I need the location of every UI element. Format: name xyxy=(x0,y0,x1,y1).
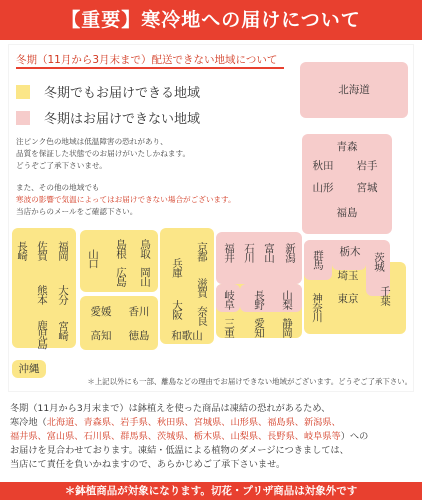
pref-label: 高知 xyxy=(90,330,112,342)
legend-label: 冬期でもお届けできる地域 xyxy=(44,86,201,101)
weather-note xyxy=(16,182,236,218)
pref-label: 熊本 xyxy=(36,284,48,304)
pref-label: 東京 xyxy=(337,293,359,305)
notice-prefecture-list: 北海道、青森県、岩手県、秋田県、宮城県、山形県、福島県、新潟県、 xyxy=(46,417,341,428)
pink-area-note xyxy=(16,136,190,172)
map-footnote: ＊上記以外にも一部、離島などの理由でお届けできない地域がございます。どうぞご了承下さい。 xyxy=(87,377,412,386)
note-line: 品質を保証した状態でのお届けがいたしかねます。 xyxy=(16,149,191,158)
pref-label: 香川 xyxy=(128,306,150,318)
pref-label: 宮崎 xyxy=(57,320,69,340)
pref-label: 福島 xyxy=(336,207,358,219)
page-title: 【重要】寒冷地への届けについて xyxy=(0,0,422,40)
pref-label: 長野 xyxy=(253,289,265,309)
legend-swatch-yellow xyxy=(16,85,30,99)
pref-label: 群馬 xyxy=(312,249,324,269)
subtitle-divider xyxy=(16,67,284,69)
legend-label: 冬期はお届けできない地域 xyxy=(44,112,201,127)
legend-item-undeliverable xyxy=(16,108,200,127)
pref-label: 秋田 xyxy=(312,160,334,172)
pref-label: 滋賀 xyxy=(196,277,208,297)
pref-label: 京都 xyxy=(196,241,208,261)
pref-label: 茨城 xyxy=(373,251,385,271)
pref-label: 愛知 xyxy=(253,317,265,337)
pref-label: 佐賀 xyxy=(36,240,48,260)
pref-label: 兵庫 xyxy=(171,257,183,277)
pref-label: 沖縄 xyxy=(18,362,40,375)
note-line: 注ピンク色の地域は低温障害の恐れがあり、 xyxy=(16,137,168,146)
notice-line: お届けを見合わせております。凍結・低温による植物のダメージにつきましては、 xyxy=(10,445,349,456)
pref-label: 愛媛 xyxy=(90,306,112,318)
note-line: どうぞご了承下さいませ。 xyxy=(16,161,107,170)
pref-label: 栃木 xyxy=(339,246,361,258)
pref-label: 富山 xyxy=(263,242,275,262)
legend-swatch-pink xyxy=(16,111,30,125)
pref-label: 三重 xyxy=(223,317,235,337)
pref-label: 青森 xyxy=(336,141,358,153)
pref-label: 岡山 xyxy=(139,266,151,286)
pref-label: 石川 xyxy=(243,242,255,262)
region-okinawa xyxy=(12,360,46,378)
pref-label: 徳島 xyxy=(128,330,150,342)
pref-label: 福岡 xyxy=(57,240,69,260)
pref-label: 長崎 xyxy=(16,240,28,260)
pref-label: 山形 xyxy=(312,182,334,194)
pref-label: 福井 xyxy=(223,242,235,262)
winter-delivery-notice xyxy=(10,402,412,472)
pref-label: 岐阜 xyxy=(223,289,235,309)
pref-label: 鳥取 xyxy=(139,238,151,258)
notice-prefecture-list: 福井県、富山県、石川県、群馬県、茨城県、栃木県、山梨県、長野県、岐阜県等 xyxy=(10,431,341,442)
notice-line xyxy=(10,430,412,444)
pref-label: 静岡 xyxy=(281,317,293,337)
pref-label: 北海道 xyxy=(338,83,370,96)
pref-label: 鹿児島 xyxy=(36,319,48,349)
pref-label: 岩手 xyxy=(356,160,378,172)
pref-label: 千葉 xyxy=(379,285,391,305)
pref-label: 山梨 xyxy=(281,289,293,309)
pref-label: 島根 xyxy=(115,238,127,258)
bottom-banner: ＊鉢植商品が対象になります。切花・プリザ商品は対象外です xyxy=(0,482,422,500)
note-line: 当店からのメールをご確認下さい。 xyxy=(16,207,138,216)
notice-text: ）への xyxy=(340,431,369,442)
pref-label: 奈良 xyxy=(196,305,208,325)
pref-label: 埼玉 xyxy=(337,270,359,282)
note-line: また、その他の地域でも xyxy=(16,183,100,192)
pref-label: 和歌山 xyxy=(171,330,203,342)
pref-label: 宮城 xyxy=(356,182,378,194)
pref-label: 神奈川 xyxy=(311,292,323,322)
note-line-warning: 寒波の影響で気温によってはお届けできない場合がございます。 xyxy=(16,195,236,204)
pref-label: 新潟 xyxy=(284,242,296,262)
subtitle: 冬期（11月から3月末まで）配送できない地域について xyxy=(16,54,278,66)
legend-item-deliverable xyxy=(16,82,200,101)
notice-line: 冬期（11月から3月末まで）は鉢植えを使った商品は凍結の恐れがあるため、 xyxy=(10,403,331,414)
region-hokkaido xyxy=(300,62,408,118)
notice-line xyxy=(10,416,412,430)
pref-label: 大分 xyxy=(57,284,69,304)
pref-label: 山口 xyxy=(87,248,99,268)
pref-label: 大阪 xyxy=(171,299,183,319)
notice-text: 寒冷地（ xyxy=(10,417,47,428)
pref-label: 広島 xyxy=(115,266,127,286)
notice-line: 当店にて責任を負いかねますので、あらかじめご了承下さいませ。 xyxy=(10,459,286,470)
